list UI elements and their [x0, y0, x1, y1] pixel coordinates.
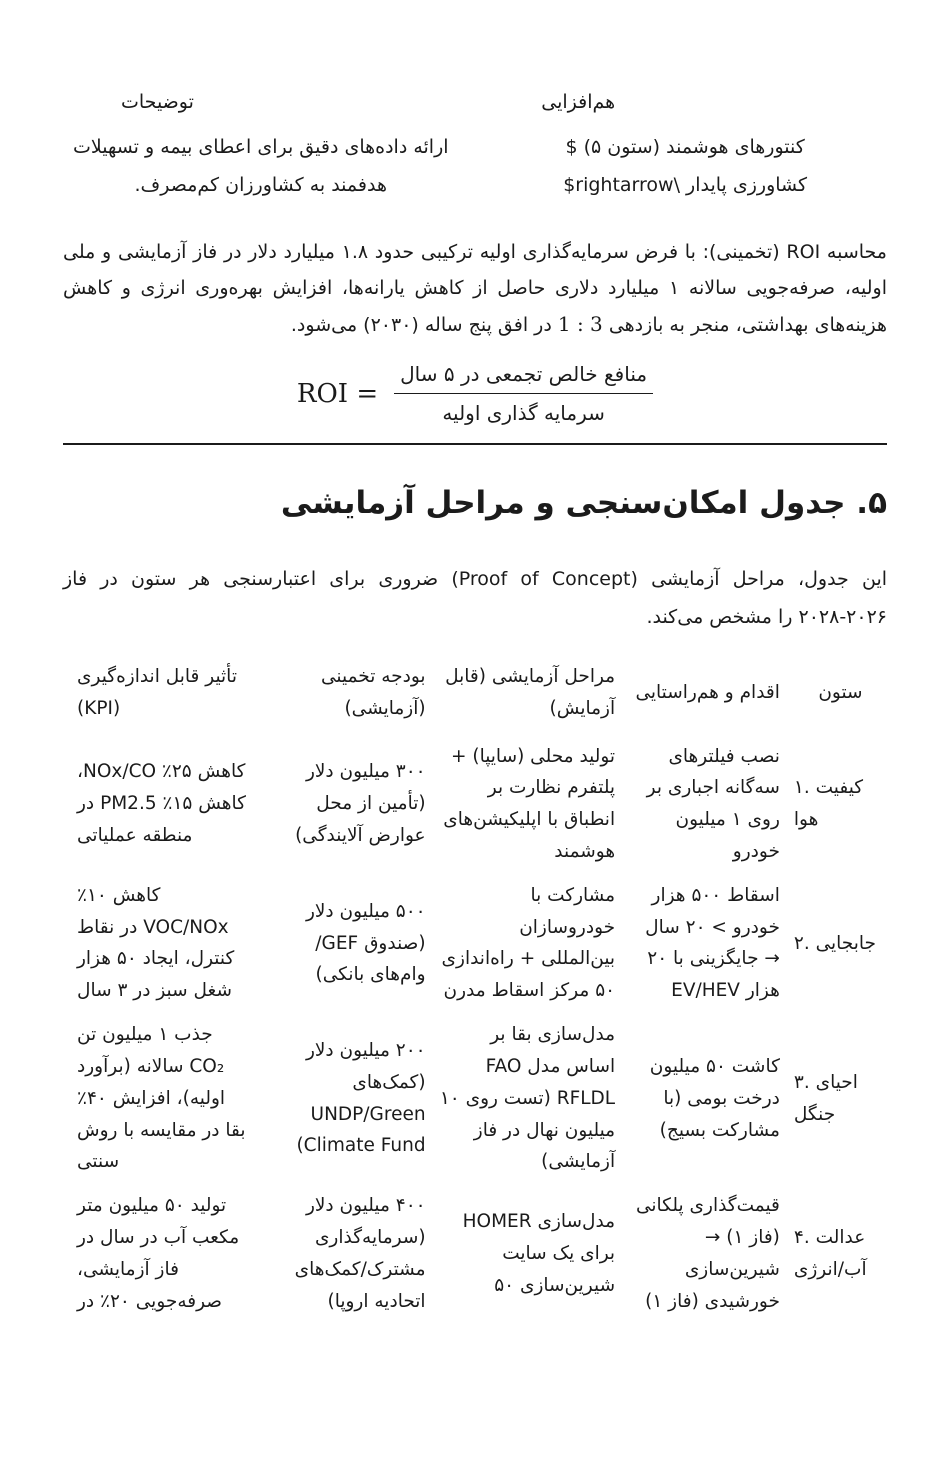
- cell-pillar: ۴. عدالت آب/انرژی: [793, 1226, 867, 1280]
- feasibility-table-header: [63, 655, 887, 735]
- previous-table-fragment: [63, 88, 887, 204]
- roi-paragraph-after: در افق پنج ساله (۲۰۳۰) می‌شود.: [290, 314, 558, 336]
- cell-pillar: ۲. جابجایی: [793, 932, 876, 954]
- header-row: [63, 655, 887, 735]
- synergy-column-header: هم‌افزایی: [541, 91, 616, 113]
- feasibility-table-body: [63, 735, 887, 1324]
- cell-action: اسقاط ۵۰۰ هزار خودرو > ۲۰ سال → جایگزینی با ۲۰ هزار EV/HEV: [645, 884, 780, 1002]
- cell-action: قیمت‌گذاری پلکانی (فاز ۱) → شیرین‌سازی خورشیدی (فاز ۱): [635, 1195, 780, 1312]
- table-row-mobility: [63, 874, 887, 1013]
- cell-impact: کاهش ۲۵٪ NOx/CO، کاهش ۱۵٪ PM2.5 در منطقه عملیاتی: [77, 761, 246, 847]
- header-impact: تأثیر قابل اندازه‌گیری (KPI): [77, 665, 237, 719]
- header-budget: بودجه تخمینی (آزمایشی): [321, 665, 426, 719]
- cell-trial: مدل‌سازی HOMER برای یک سایت شیرین‌سازی ۵۰: [462, 1211, 616, 1296]
- table-row-reforestation: [63, 1013, 887, 1184]
- cell-budget: ۴۰۰ میلیون دلار (سرمایه‌گذاری مشترک/کمک‌های اتحادیه اروپا): [294, 1195, 426, 1312]
- cell-budget: ۲۰۰ میلیون دلار (کمک‌های UNDP/Green Climate Fund): [296, 1039, 426, 1157]
- notes-column-header: توضیحات: [121, 91, 194, 113]
- header-action: اقدام و هم‌راستایی: [635, 681, 780, 703]
- synergy-cell-line2: کشاورزی پایدار ‎$rightarrow\‎: [563, 174, 808, 196]
- notes-column: [63, 88, 459, 204]
- cell-impact: جذب ۱ میلیون تن CO₂ سالانه (برآورد اولیه)، افزایش ۴۰٪ بقا در مقایسه با روش سنتی: [77, 1024, 246, 1173]
- roi-paragraph: [63, 234, 887, 343]
- roi-ratio-value: 3 : 1: [557, 312, 603, 336]
- roi-formula-numerator: منافع خالص تجمعی در ۵ سال: [394, 362, 653, 394]
- roi-formula-denominator: سرمایه گذاری اولیه: [442, 401, 605, 425]
- cell-budget: ۳۰۰ میلیون دلار (تأمین از محل عوارض آلایندگی): [295, 761, 426, 847]
- cell-pillar: ۱. کیفیت هوا: [793, 777, 864, 831]
- cell-trial: تولید محلی (سایپا) + پلتفرم نظارت بر انطباق با اپلیکیشن‌های هوشمند: [443, 745, 616, 862]
- header-pillar: ستون: [818, 681, 863, 703]
- roi-formula-lhs: ROI =: [296, 378, 379, 409]
- cell-impact: کاهش ۱۰٪ VOC/NOx در نقاط کنترل، ایجاد ۵۰ هزار شغل سبز در ۳ سال: [77, 884, 235, 1002]
- notes-cell: ارائه داده‌های دقیق برای اعطای بیمه و تسهیلات هدفمند به کشاورزان کم‌مصرف.: [72, 136, 449, 196]
- table-row-water-energy: [63, 1184, 887, 1323]
- cell-trial: مدل‌سازی بقا بر اساس مدل FAO RFLDL (تست روی ۱۰ میلیون نهال در فاز آزمایشی): [439, 1024, 616, 1173]
- cell-action: کاشت ۵۰ میلیون درخت بومی (با مشارکت بسیج): [649, 1055, 780, 1141]
- section5-heading: ۵. جدول امکان‌سنجی و مراحل آزمایشی: [280, 485, 887, 521]
- cell-pillar: ۳. احیای جنگل: [793, 1071, 858, 1125]
- cell-action: نصب فیلترهای سه‌گانه اجباری بر روی ۱ میلیون خودرو: [646, 745, 780, 862]
- cell-impact: تولید ۵۰ میلیون متر مکعب آب در سال در فاز آزمایشی، صرفه‌جویی ۲۰٪ در: [77, 1195, 240, 1312]
- synergy-cell: [483, 128, 887, 204]
- section-divider: [63, 443, 887, 445]
- cell-budget: ۵۰۰ میلیون دلار (صندوق GEF/وام‌های بانکی): [305, 900, 426, 986]
- roi-paragraph-before: محاسبه ROI (تخمینی): با فرض سرمایه‌گذاری اولیه ترکیبی حدود ۱.۸ میلیارد دلار در فاز آزمایشی و ملی اولیه، صرفه‌جویی سالانه ۱ میلیارد دلاری حاصل از کاهش یارانه‌ها، افزایش بهره‌وری انرژی و کاهش هزینه‌های بهداشتی، منجر به بازدهی: [63, 241, 887, 336]
- synergy-cell-line1: کنتورهای هوشمند (ستون ۵) $: [565, 136, 805, 158]
- synergy-column: [483, 88, 887, 204]
- section5-intro-paragraph: این جدول، مراحل آزمایشی (Proof of Concept) ضروری برای اعتبارسنجی هر ستون در فاز ۲۰۲۶-۲۰۲۸ را مشخص می‌کند.: [63, 567, 888, 628]
- cell-trial: مشارکت با خودروسازان بین‌المللی + راه‌اندازی ۵۰ مرکز اسقاط مدرن: [441, 884, 616, 1002]
- roi-formula: [63, 362, 887, 425]
- header-trial: مراحل آزمایشی (قابل آزمایش): [445, 665, 616, 719]
- feasibility-table: [63, 655, 887, 1323]
- roi-formula-fraction: [394, 362, 653, 425]
- table-row-air-quality: [63, 735, 887, 874]
